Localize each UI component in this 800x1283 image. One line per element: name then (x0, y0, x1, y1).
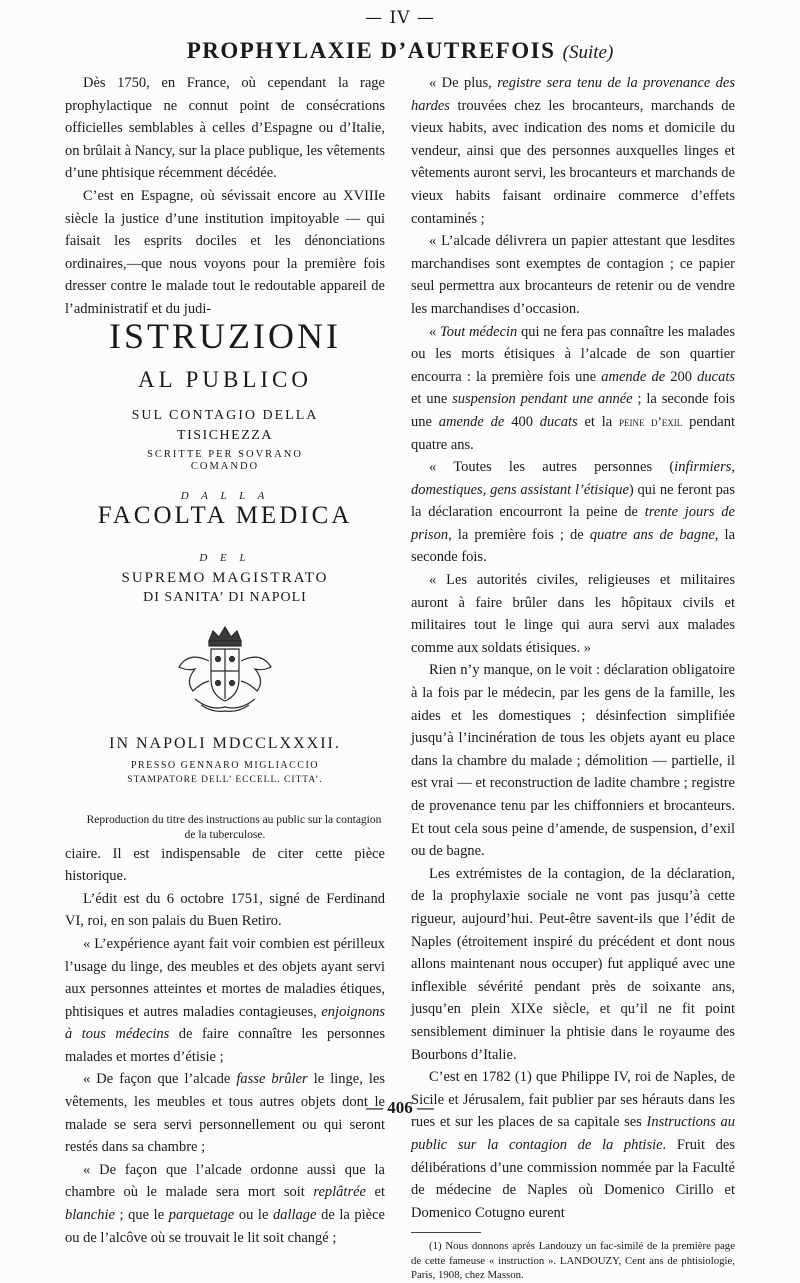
plate-line: ISTRUZIONI (109, 315, 341, 356)
page-number: — 406 — (366, 1098, 434, 1117)
plate-line: SCRITTE PER SOVRANO COMANDO (147, 448, 303, 472)
plate-line: PRESSO GENNARO MIGLIACCIO (130, 759, 320, 771)
plate-line: SUPREMO MAGISTRATO (121, 569, 329, 586)
paragraph: C’est en Espagne, où sévissait encore au XVIIIe siècle la justice d’une institution impitoyable — qui faisait les esprits dociles et les dénonciations ordinaires,—que nous voyons pour la première fois dresser contre le malade tout le redoutable appareil de l’administratif et du judi- (65, 187, 385, 317)
plate-line: STAMPATORE DELL’ ECCELL. CITTA’. (127, 774, 323, 785)
paragraph: Dès 1750, en France, où cependant la rage prophylactique ne connut point de consécrations officielles semblables à celles d’Espagne ou d’Italie, on brûlait à Nancy, sur la place publique, les vêtements d’une phtisique récemment décédée. (65, 75, 385, 182)
figure-caption: Reproduction du titre des instructions au public sur la contagion de la tuberculose. (86, 813, 382, 841)
plate-line: D A L L A (180, 489, 270, 502)
plate-line: AL PUBLICO (138, 366, 312, 392)
paragraph: « Toutes les autres personnes (infirmiers, domestiques, gens assistant l’étisique) qui ne feront pas la déclaration encourront la peine de trente jours de prison, la première fois ; de quatre ans de bagne, la seconde fois. (411, 459, 736, 566)
paragraph: « Les autorités civiles, religieuses et militaires auront à faire brûler dans les hôpitaux civils et militaires tout le linge qui aura servi aux malades comme aux soldats étisiques. » (411, 572, 735, 656)
paragraph: « De plus, registre sera tenu de la provenance des hardes trouvées chez les brocanteurs, marchands de vieux habits, avec indication des noms et domicile du vendeur, ainsi que des personnes auxquelles linges et vêtements auront servi, les brocanteurs et marchands de vieux habits faisant ordinaire commerce d’effets contaminés ; (411, 75, 735, 227)
paragraph: « De façon que l’alcade fasse brûler le linge, les vêtements, les meubles et tous autres objets dont le malade se sera servi personnellement ou qui seront restés dans sa chambre ; (65, 1071, 385, 1156)
page-roman-numeral: — IV — (365, 8, 435, 28)
plate-line: TISICHEZZA (177, 427, 273, 443)
plate-line: SUL CONTAGIO DELLA (131, 407, 319, 423)
left-column (65, 72, 385, 1249)
title-text: PROPHYLAXIE D’AUTREFOIS (186, 38, 556, 63)
plate-line: D E L (199, 551, 251, 564)
royal-crest-icon (165, 621, 285, 717)
paragraph: C’est en 1782 (1) que Philippe IV, roi de Naples, de Sicile et Jérusalem, fait publier par ses hérauts dans les rues et sur les places de sa capitale ses Instructions au public sur la contagion de la phtisie. Fruit des délibérations d’une commission nommée par la Faculté de médecine de Naples où Domenico Cirillo et Domenico Cotugno eurent (411, 1069, 735, 1221)
paragraph: « De façon que l’alcade ordonne aussi que la chambre où le malade sera mort soit replâtrée et blanchie ; que le parquetage ou le dallage de la pièce ou de l’alcôve où se trouvait le lit soit changé ; (65, 1161, 385, 1246)
title-suite: (Suite) (562, 42, 614, 63)
plate-line: DI SANITA’ DI NAPOLI (143, 589, 307, 605)
plate-line: IN NAPOLI MDCCLXXXII. (109, 734, 341, 752)
title-plate-illustration (65, 315, 385, 809)
paragraph: « L’expérience ayant fait voir combien est périlleux l’usage du linge, des meubles et des objets ayant servi aux personnes atteintes et mortes de maladies étiques, phtisiques et autres maladies contagieuses, enjoignons à tous médecins de faire connaître les personnes malades et mortes d’étisie ; (65, 935, 385, 1065)
footnote-divider (411, 1232, 481, 1233)
paragraph: Rien n’y manque, on le voit : déclaration obligatoire à la fois par le médecin, par les gens de la famille, les aides et les domestiques ; désinfection simplifiée jusqu’à l’incinération de tous les objets ayant eu place dans la chambre du malade ; démolition — partielle, il est vrai — et reconstruction de ladite chambre ; registre de provenance tenu par les chiffonniers et brocanteurs. Et tout cela sous peine d’amende, de suspension, d’exil ou de bagne. (411, 662, 735, 860)
paragraph: « Tout médecin qui ne fera pas connaître les malades ou les morts étisiques à l’alcade de son quartier encourra : la première fois une amende de 200 ducats et une suspension pendant une année ; la seconde fois une amende de 400 ducats et la peine d’exil pendant quatre ans. (411, 323, 736, 453)
paragraph: ciaire. Il est indispensable de citer cette pièce historique. (65, 845, 385, 885)
paragraph: « L’alcade délivrera un papier attestant que lesdites marchandises sont exemptes de contagion ; ce papier seul permettra aux brocanteurs de retenir ou de vendre les marchandises d’occasion. (411, 233, 735, 317)
footnote: (1) Nous donnons après Landouzy un fac-similé de la première page de cette fameuse « instruction ». LANDOUZY, Cent ans de phtisiologie, Paris, 1908, chez Masson. (411, 1240, 735, 1282)
plate-line: FACOLTA MEDICA (97, 501, 353, 529)
paragraph: L’édit est du 6 octobre 1751, signé de Ferdinand VI, roi, en son palais du Buen Retiro. (65, 890, 385, 930)
paragraph: Les extrémistes de la contagion, de la déclaration, de la prophylaxie sociale ne vont pas jusqu’à cette rigueur, aujourd’hui. Peut-être savent-ils que l’édit de Naples (étroitement inspiré du précédent et dont nous allons maintenant nous occuper) fut appliqué avec une inflexible sévérité pendant près de soixante ans, jusqu’en plein XIXe siècle, et qu’il ne fit point sensiblement diminuer la phtisie dans le royaume des Bourbons d’Italie. (411, 865, 735, 1063)
page-title (0, 38, 800, 64)
